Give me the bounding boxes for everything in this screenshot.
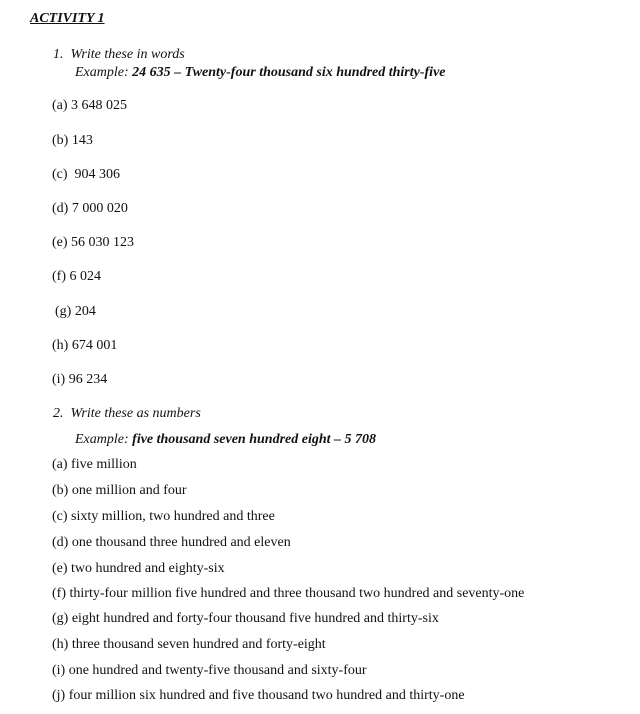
q1-item-d: [52, 201, 128, 217]
q1-item-f: [52, 269, 101, 285]
item-value: one million and four: [71, 483, 187, 498]
item-value: 56 030 123: [71, 235, 135, 250]
q2-item-c: [52, 509, 275, 525]
item-value: one thousand three hundred and eleven: [71, 535, 291, 550]
item-value: 7 000 020: [71, 201, 128, 216]
item-label: (a): [52, 98, 68, 113]
item-label: (e): [52, 561, 68, 576]
item-value: two hundred and eighty-six: [71, 561, 225, 576]
q2-item-b: [52, 483, 187, 499]
q1-item-b: [52, 133, 93, 149]
q2-item-e: [52, 561, 225, 577]
q2-item-g: [52, 611, 439, 627]
item-label: (d): [52, 201, 69, 216]
q1-example: [75, 65, 446, 81]
item-label: (b): [52, 483, 69, 498]
item-value: sixty million, two hundred and three: [71, 509, 275, 524]
item-label: (a): [52, 457, 68, 472]
item-value: four million six hundred and five thousand two hundred and thirty-one: [68, 688, 465, 703]
item-value: 96 234: [68, 372, 108, 387]
q1-item-c: [52, 167, 120, 183]
item-label: (b): [52, 133, 69, 148]
item-label: (f): [52, 269, 66, 284]
item-label: (i): [52, 372, 66, 387]
item-value: 674 001: [71, 338, 118, 353]
q1-example-value: 24 635 – Twenty-four thousand six hundred thirty-five: [132, 65, 446, 80]
q1-instruction: Write these in words: [70, 47, 185, 62]
item-label: (j): [52, 688, 66, 703]
q1-header: [53, 47, 185, 63]
q1-item-h: [52, 338, 117, 354]
q1-example-label: Example:: [75, 65, 129, 80]
item-label: (f): [52, 586, 66, 601]
q1-item-a: [52, 98, 127, 114]
item-label: (g): [55, 304, 72, 319]
item-value: five million: [71, 457, 137, 472]
q2-header: [53, 406, 201, 422]
q1-item-e: [52, 235, 134, 251]
item-value: 904 306: [71, 167, 121, 182]
item-label: (c): [52, 167, 68, 182]
item-value: 6 024: [69, 269, 101, 284]
item-value: eight hundred and forty-four thousand five hundred and thirty-six: [71, 611, 439, 626]
q2-example-label: Example:: [75, 432, 129, 447]
q2-item-f: [52, 586, 524, 602]
q1-item-g: [55, 304, 96, 320]
item-value: three thousand seven hundred and forty-eight: [71, 637, 326, 652]
item-label: (h): [52, 637, 69, 652]
item-label: (d): [52, 535, 69, 550]
item-value: 204: [74, 304, 96, 319]
q2-instruction: Write these as numbers: [70, 406, 201, 421]
item-value: 143: [71, 133, 93, 148]
item-value: thirty-four million five hundred and three thousand two hundred and seventy-one: [69, 586, 525, 601]
item-label: (i): [52, 663, 66, 678]
q2-item-d: [52, 535, 291, 551]
item-value: 3 648 025: [71, 98, 128, 113]
q2-item-h: [52, 637, 326, 653]
q2-item-i: [52, 663, 367, 679]
q1-item-i: [52, 372, 107, 388]
item-label: (h): [52, 338, 69, 353]
q2-item-a: [52, 457, 137, 473]
q1-number: 1.: [53, 47, 64, 62]
activity-title: ACTIVITY 1: [30, 11, 105, 26]
q2-item-j: [52, 688, 465, 704]
item-label: (e): [52, 235, 68, 250]
q2-example-value: five thousand seven hundred eight – 5 708: [132, 432, 377, 447]
item-label: (c): [52, 509, 68, 524]
q2-example: [75, 432, 376, 448]
q2-number: 2.: [53, 406, 64, 421]
item-value: one hundred and twenty-five thousand and sixty-four: [68, 663, 367, 678]
item-label: (g): [52, 611, 69, 626]
